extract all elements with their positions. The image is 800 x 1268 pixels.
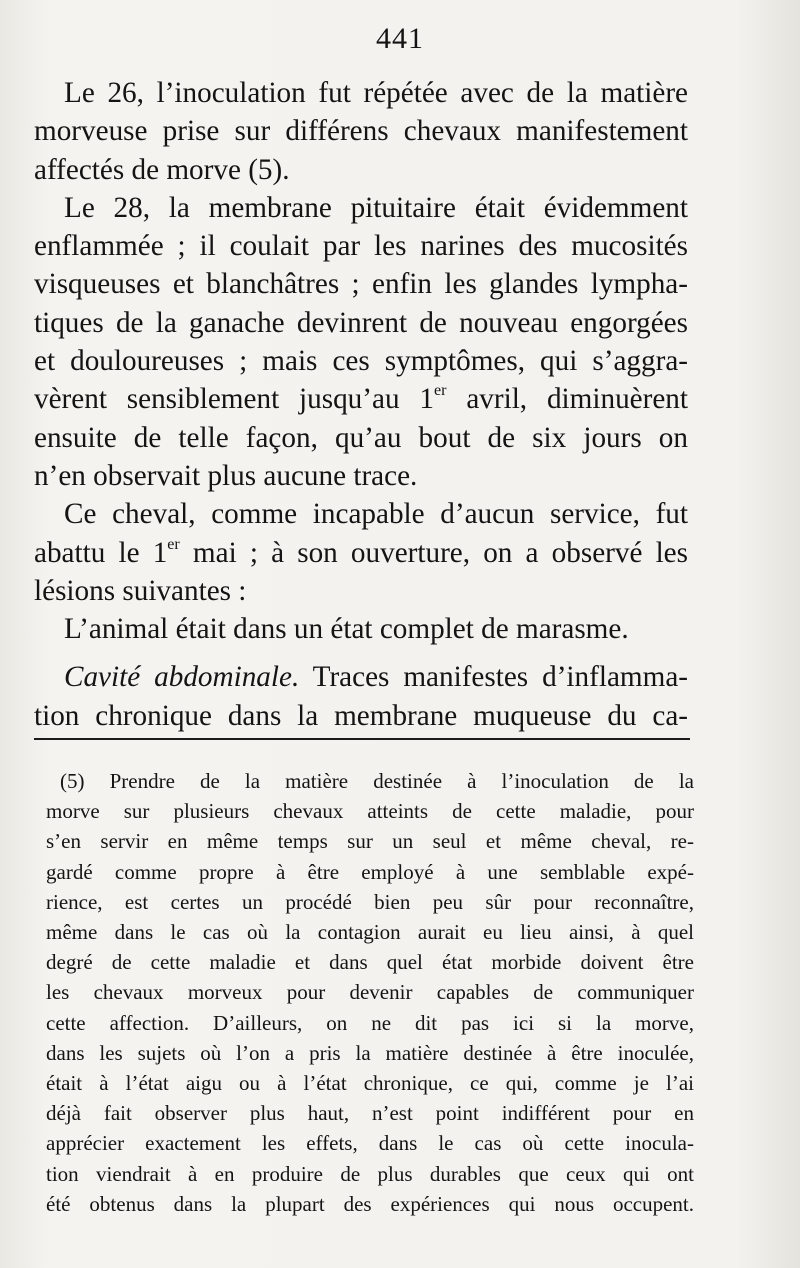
text-line: Le 26, l’inoculation fut répétée avec de la matière xyxy=(64,77,688,109)
superscript: er xyxy=(167,535,180,553)
main-text xyxy=(34,74,688,735)
footnote-line: rience, est certes un procédé bien peu sûr pour reconnaître, xyxy=(46,889,694,914)
text-line: lésions suivantes : xyxy=(34,574,247,607)
footnote-line: était à l’état aigu ou à l’état chronique, ce qui, comme je l’ai xyxy=(46,1071,694,1096)
text-line: n’en observait plus aucune trace. xyxy=(34,459,418,492)
page-number: 441 xyxy=(376,22,424,55)
footnote-line: gardé comme propre à être employé à une semblable expé- xyxy=(46,859,694,884)
text-line: L’animal était dans un état complet de marasme. xyxy=(64,613,629,646)
footnote-divider xyxy=(34,738,690,740)
footnote-line: déjà fait observer plus haut, n’est point indifférent pour en xyxy=(46,1101,694,1126)
footnote-line: dans les sujets où l’on a pris la matière destinée à être inoculée, xyxy=(46,1040,694,1065)
footnote-line: cette affection. D’ailleurs, on ne dit pas ici si la morve, xyxy=(46,1010,694,1035)
text-line xyxy=(34,380,688,418)
text-line: morveuse prise sur différens chevaux manifestement xyxy=(34,115,688,148)
section-heading: Cavité abdominale. xyxy=(64,661,300,694)
text-line: tiques de la ganache devinrent de nouveau engorgées xyxy=(34,306,688,339)
footnote-line: s’en servir en même temps sur un seul et même cheval, re- xyxy=(46,829,694,854)
footnote-line: morve sur plusieurs chevaux atteints de cette maladie, pour xyxy=(46,799,694,824)
text-line: affectés de morve (5). xyxy=(34,153,290,186)
paragraph-gap xyxy=(34,648,688,658)
text-line: Ce cheval, comme incapable d’aucun service, fut xyxy=(64,498,688,531)
text-line: enflammée ; il coulait par les narines des mucosités xyxy=(34,230,688,263)
text-line: Le 28, la membrane pituitaire était évidemment xyxy=(64,191,688,224)
text-line: visqueuses et blanchâtres ; enfin les glandes lympha- xyxy=(34,268,688,301)
footnote-line: même dans le cas où la contagion aurait eu lieu ainsi, à quel xyxy=(46,920,694,945)
text-fragment: abattu le 1 xyxy=(34,536,168,569)
text-line: tion chronique dans la membrane muqueuse du ca- xyxy=(34,699,688,732)
footnote-line: tion viendrait à en produire de plus durables que ceux qui ont xyxy=(46,1161,694,1186)
superscript: er xyxy=(434,382,447,400)
text-line xyxy=(34,534,688,572)
text-fragment: vèrent sensiblement jusqu’au 1 xyxy=(34,383,434,416)
text-fragment: mai ; à son ouverture, on a observé les xyxy=(179,536,689,569)
text-fragment: Traces manifestes d’inflamma- xyxy=(299,661,688,694)
footnote-line: les chevaux morveux pour devenir capables de communiquer xyxy=(46,980,694,1005)
footnote xyxy=(46,766,694,1219)
footnote-line: degré de cette maladie et dans quel état morbide doivent être xyxy=(46,950,694,975)
footnote-line: été obtenus dans la plupart des expériences qui nous occupent. xyxy=(46,1191,694,1216)
footnote-line: apprécier exactement les effets, dans le cas où cette inocula- xyxy=(46,1131,694,1156)
text-line: ensuite de telle façon, qu’au bout de six jours on xyxy=(34,421,688,454)
text-fragment: avril, diminuèrent xyxy=(446,383,688,416)
footnote-line: (5) Prendre de la matière destinée à l’inoculation de la xyxy=(60,769,694,793)
text-line: et douloureuses ; mais ces symptômes, qui s’aggra- xyxy=(34,345,688,378)
text-line xyxy=(34,658,688,696)
